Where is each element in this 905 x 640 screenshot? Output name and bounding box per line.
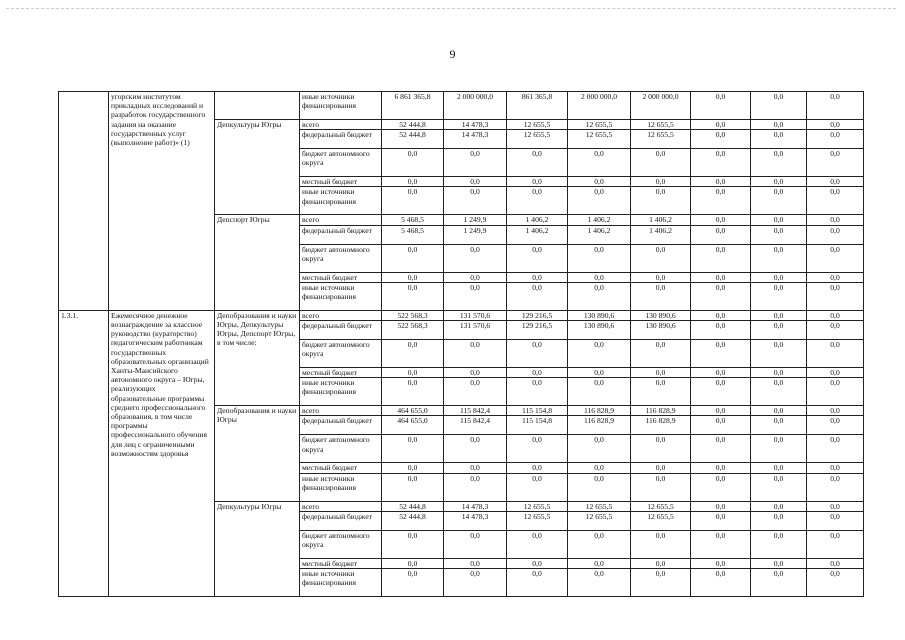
- funding-source: бюджет автономного округа: [300, 340, 382, 368]
- amount-cell: 0,0: [444, 149, 507, 177]
- funding-source: иные источники финансирования: [300, 282, 382, 310]
- funding-source: всего: [300, 501, 382, 511]
- amount-cell: 0,0: [382, 463, 444, 473]
- amount-cell: 0,0: [751, 92, 807, 120]
- amount-cell: 0,0: [444, 368, 507, 378]
- amount-cell: 0,0: [382, 340, 444, 368]
- funding-source: федеральный бюджет: [300, 416, 382, 435]
- amount-cell: 0,0: [631, 530, 691, 558]
- amount-cell: 0,0: [507, 378, 568, 406]
- amount-cell: 0,0: [751, 310, 807, 320]
- amount-cell: 0,0: [807, 244, 864, 272]
- amount-cell: 0,0: [444, 177, 507, 187]
- amount-cell: 1 249,9: [444, 225, 507, 244]
- funding-source: местный бюджет: [300, 463, 382, 473]
- responsible-executor: Депкультуры Югры: [215, 501, 300, 596]
- responsible-executor: Депобразования и науки Югры, Депкультуры Югры, Депспорт Югры, в том числе:: [215, 310, 300, 405]
- amount-cell: 12 655,5: [631, 511, 691, 530]
- amount-cell: 115 842,4: [444, 406, 507, 416]
- amount-cell: 0,0: [691, 511, 751, 530]
- amount-cell: 0,0: [507, 177, 568, 187]
- amount-cell: 0,0: [807, 569, 864, 597]
- amount-cell: 0,0: [751, 272, 807, 282]
- amount-cell: 0,0: [444, 378, 507, 406]
- amount-cell: 12 655,5: [568, 511, 631, 530]
- amount-cell: 0,0: [568, 569, 631, 597]
- funding-source: бюджет автономного округа: [300, 244, 382, 272]
- amount-cell: 1 406,2: [568, 225, 631, 244]
- amount-cell: 0,0: [691, 416, 751, 435]
- amount-cell: 0,0: [444, 530, 507, 558]
- amount-cell: 12 655,5: [568, 130, 631, 149]
- amount-cell: 116 828,9: [631, 416, 691, 435]
- amount-cell: 0,0: [568, 282, 631, 310]
- amount-cell: 0,0: [807, 378, 864, 406]
- amount-cell: 0,0: [751, 340, 807, 368]
- amount-cell: 2 000 000,0: [568, 92, 631, 120]
- funding-source: местный бюджет: [300, 558, 382, 568]
- amount-cell: 0,0: [807, 340, 864, 368]
- funding-source: иные источники финансирования: [300, 92, 382, 120]
- amount-cell: 0,0: [691, 130, 751, 149]
- amount-cell: 522 568,3: [382, 310, 444, 320]
- amount-cell: 0,0: [751, 368, 807, 378]
- amount-cell: 5 468,5: [382, 225, 444, 244]
- amount-cell: 0,0: [691, 187, 751, 215]
- amount-cell: 130 890,6: [568, 321, 631, 340]
- amount-cell: 0,0: [691, 244, 751, 272]
- amount-cell: 0,0: [807, 463, 864, 473]
- amount-cell: 0,0: [631, 378, 691, 406]
- amount-cell: 0,0: [807, 187, 864, 215]
- amount-cell: 0,0: [807, 92, 864, 120]
- amount-cell: 0,0: [382, 378, 444, 406]
- funding-source: иные источники финансирования: [300, 569, 382, 597]
- amount-cell: 0,0: [568, 378, 631, 406]
- amount-cell: 0,0: [751, 511, 807, 530]
- amount-cell: 0,0: [691, 92, 751, 120]
- amount-cell: 0,0: [382, 473, 444, 501]
- amount-cell: 1 249,9: [444, 215, 507, 225]
- amount-cell: 0,0: [382, 368, 444, 378]
- responsible-executor: Депспорт Югры: [215, 215, 300, 310]
- funding-source: всего: [300, 120, 382, 130]
- funding-source: местный бюджет: [300, 368, 382, 378]
- amount-cell: 12 655,5: [631, 120, 691, 130]
- scan-top-edge: [6, 8, 896, 9]
- funding-source: федеральный бюджет: [300, 130, 382, 149]
- amount-cell: 0,0: [507, 149, 568, 177]
- amount-cell: 0,0: [751, 149, 807, 177]
- amount-cell: 1 406,2: [507, 225, 568, 244]
- amount-cell: 0,0: [631, 244, 691, 272]
- amount-cell: 0,0: [631, 177, 691, 187]
- amount-cell: 0,0: [631, 558, 691, 568]
- responsible-executor: Депобразования и науки Югры: [215, 406, 300, 501]
- amount-cell: 6 861 365,8: [382, 92, 444, 120]
- amount-cell: 0,0: [807, 177, 864, 187]
- amount-cell: 0,0: [751, 569, 807, 597]
- amount-cell: 0,0: [751, 501, 807, 511]
- amount-cell: 0,0: [507, 244, 568, 272]
- funding-source: местный бюджет: [300, 177, 382, 187]
- funding-source: бюджет автономного округа: [300, 435, 382, 463]
- amount-cell: 12 655,5: [568, 120, 631, 130]
- amount-cell: 0,0: [807, 149, 864, 177]
- amount-cell: 0,0: [751, 130, 807, 149]
- amount-cell: 0,0: [382, 187, 444, 215]
- item-number: 1.3.1.: [59, 310, 109, 596]
- amount-cell: 0,0: [751, 187, 807, 215]
- amount-cell: 0,0: [444, 558, 507, 568]
- amount-cell: 0,0: [568, 177, 631, 187]
- amount-cell: 0,0: [631, 473, 691, 501]
- amount-cell: 52 444,8: [382, 130, 444, 149]
- amount-cell: 1 406,2: [507, 215, 568, 225]
- amount-cell: 0,0: [691, 368, 751, 378]
- amount-cell: 0,0: [507, 187, 568, 215]
- amount-cell: 0,0: [568, 530, 631, 558]
- amount-cell: 14 478,3: [444, 120, 507, 130]
- amount-cell: 0,0: [691, 321, 751, 340]
- amount-cell: 0,0: [691, 473, 751, 501]
- amount-cell: 2 000 000,0: [631, 92, 691, 120]
- amount-cell: 129 216,5: [507, 310, 568, 320]
- amount-cell: 0,0: [382, 530, 444, 558]
- funding-source: федеральный бюджет: [300, 321, 382, 340]
- amount-cell: 0,0: [807, 225, 864, 244]
- amount-cell: 861 365,8: [507, 92, 568, 120]
- amount-cell: 0,0: [691, 463, 751, 473]
- amount-cell: 0,0: [751, 321, 807, 340]
- amount-cell: 0,0: [568, 244, 631, 272]
- amount-cell: 12 655,5: [507, 130, 568, 149]
- amount-cell: 12 655,5: [507, 511, 568, 530]
- amount-cell: 0,0: [691, 340, 751, 368]
- amount-cell: 0,0: [631, 187, 691, 215]
- amount-cell: 0,0: [751, 416, 807, 435]
- amount-cell: 0,0: [691, 215, 751, 225]
- amount-cell: 0,0: [691, 558, 751, 568]
- amount-cell: 0,0: [751, 435, 807, 463]
- amount-cell: 0,0: [382, 272, 444, 282]
- amount-cell: 115 154,8: [507, 406, 568, 416]
- amount-cell: 116 828,9: [631, 406, 691, 416]
- amount-cell: 464 655,0: [382, 406, 444, 416]
- funding-source: иные источники финансирования: [300, 187, 382, 215]
- amount-cell: 0,0: [568, 473, 631, 501]
- amount-cell: 0,0: [691, 378, 751, 406]
- amount-cell: 0,0: [631, 149, 691, 177]
- amount-cell: 0,0: [751, 558, 807, 568]
- funding-source: местный бюджет: [300, 272, 382, 282]
- amount-cell: 0,0: [691, 569, 751, 597]
- amount-cell: 0,0: [444, 435, 507, 463]
- amount-cell: 131 570,6: [444, 310, 507, 320]
- funding-source: бюджет автономного округа: [300, 149, 382, 177]
- amount-cell: 0,0: [807, 282, 864, 310]
- amount-cell: 0,0: [751, 473, 807, 501]
- amount-cell: 0,0: [507, 340, 568, 368]
- amount-cell: 12 655,5: [631, 501, 691, 511]
- amount-cell: 0,0: [751, 282, 807, 310]
- amount-cell: 0,0: [444, 282, 507, 310]
- amount-cell: 0,0: [691, 225, 751, 244]
- table-row: [59, 92, 864, 120]
- amount-cell: 14 478,3: [444, 501, 507, 511]
- amount-cell: 0,0: [691, 272, 751, 282]
- amount-cell: 52 444,8: [382, 501, 444, 511]
- funding-source: всего: [300, 215, 382, 225]
- amount-cell: 0,0: [631, 272, 691, 282]
- amount-cell: 0,0: [751, 530, 807, 558]
- amount-cell: 12 655,5: [507, 120, 568, 130]
- amount-cell: 0,0: [568, 463, 631, 473]
- amount-cell: 0,0: [807, 130, 864, 149]
- amount-cell: 0,0: [691, 406, 751, 416]
- amount-cell: 52 444,8: [382, 511, 444, 530]
- amount-cell: 0,0: [382, 569, 444, 597]
- amount-cell: 0,0: [444, 340, 507, 368]
- amount-cell: 0,0: [382, 282, 444, 310]
- funding-source: бюджет автономного округа: [300, 530, 382, 558]
- funding-source: всего: [300, 406, 382, 416]
- amount-cell: 131 570,6: [444, 321, 507, 340]
- amount-cell: 0,0: [507, 272, 568, 282]
- amount-cell: 12 655,5: [568, 501, 631, 511]
- amount-cell: 0,0: [382, 244, 444, 272]
- amount-cell: 0,0: [507, 530, 568, 558]
- page-number: 9: [449, 47, 456, 61]
- amount-cell: 52 444,8: [382, 120, 444, 130]
- amount-cell: 0,0: [444, 463, 507, 473]
- amount-cell: 130 890,6: [631, 310, 691, 320]
- amount-cell: 0,0: [631, 463, 691, 473]
- item-description: Ежемесячное денежное вознаграждение за классное руководство (кураторство) педагогическим работникам государственных образовательных организаций Ханты-Мансийского автономного округа – Югры, реализующих образовательные программы среднего профессионального образования, в том числе программы профессионального обучения для лиц с ограниченными возможностям здоровья: [109, 310, 215, 596]
- amount-cell: 0,0: [568, 558, 631, 568]
- amount-cell: 1 406,2: [631, 215, 691, 225]
- amount-cell: 0,0: [507, 558, 568, 568]
- amount-cell: 0,0: [444, 473, 507, 501]
- amount-cell: 0,0: [568, 435, 631, 463]
- amount-cell: 0,0: [807, 435, 864, 463]
- amount-cell: 14 478,3: [444, 130, 507, 149]
- funding-source: иные источники финансирования: [300, 378, 382, 406]
- funding-source: федеральный бюджет: [300, 511, 382, 530]
- amount-cell: 0,0: [507, 473, 568, 501]
- amount-cell: 0,0: [807, 416, 864, 435]
- amount-cell: 116 828,9: [568, 416, 631, 435]
- amount-cell: 464 655,0: [382, 416, 444, 435]
- amount-cell: 0,0: [807, 310, 864, 320]
- item-description: угорским институтом прикладных исследований и разработок государственного задания на оказание государственных услуг (выполнение работ)» (1): [109, 92, 215, 311]
- amount-cell: 0,0: [382, 177, 444, 187]
- amount-cell: 0,0: [807, 406, 864, 416]
- budget-table: [58, 91, 864, 597]
- amount-cell: 0,0: [751, 378, 807, 406]
- amount-cell: 0,0: [691, 435, 751, 463]
- amount-cell: 116 828,9: [568, 406, 631, 416]
- funding-source: всего: [300, 310, 382, 320]
- amount-cell: 0,0: [751, 120, 807, 130]
- table-row: [59, 310, 864, 320]
- amount-cell: 0,0: [444, 244, 507, 272]
- amount-cell: 0,0: [807, 473, 864, 501]
- amount-cell: 0,0: [507, 282, 568, 310]
- amount-cell: 0,0: [691, 310, 751, 320]
- amount-cell: 1 406,2: [631, 225, 691, 244]
- responsible-executor: Депкультуры Югры: [215, 120, 300, 215]
- responsible-executor: [215, 92, 300, 120]
- amount-cell: 0,0: [568, 149, 631, 177]
- amount-cell: 0,0: [568, 368, 631, 378]
- amount-cell: 0,0: [807, 558, 864, 568]
- item-number: [59, 92, 109, 311]
- funding-source: федеральный бюджет: [300, 225, 382, 244]
- amount-cell: 0,0: [807, 501, 864, 511]
- amount-cell: 0,0: [807, 215, 864, 225]
- amount-cell: 0,0: [691, 282, 751, 310]
- amount-cell: 0,0: [382, 435, 444, 463]
- amount-cell: 0,0: [507, 463, 568, 473]
- amount-cell: 0,0: [568, 272, 631, 282]
- funding-source: иные источники финансирования: [300, 473, 382, 501]
- amount-cell: 12 655,5: [631, 130, 691, 149]
- amount-cell: 12 655,5: [507, 501, 568, 511]
- amount-cell: 130 890,6: [631, 321, 691, 340]
- amount-cell: 0,0: [507, 435, 568, 463]
- amount-cell: 0,0: [807, 368, 864, 378]
- amount-cell: 0,0: [444, 569, 507, 597]
- amount-cell: 0,0: [631, 435, 691, 463]
- amount-cell: 0,0: [631, 340, 691, 368]
- amount-cell: 0,0: [807, 530, 864, 558]
- amount-cell: 0,0: [507, 569, 568, 597]
- amount-cell: 0,0: [751, 406, 807, 416]
- amount-cell: 0,0: [691, 177, 751, 187]
- amount-cell: 0,0: [382, 149, 444, 177]
- amount-cell: 0,0: [631, 569, 691, 597]
- amount-cell: 0,0: [807, 120, 864, 130]
- amount-cell: 1 406,2: [568, 215, 631, 225]
- amount-cell: 0,0: [507, 368, 568, 378]
- amount-cell: 0,0: [751, 225, 807, 244]
- amount-cell: 0,0: [631, 368, 691, 378]
- amount-cell: 522 568,3: [382, 321, 444, 340]
- amount-cell: 0,0: [568, 340, 631, 368]
- amount-cell: 14 478,3: [444, 511, 507, 530]
- amount-cell: 0,0: [691, 501, 751, 511]
- amount-cell: 5 468,5: [382, 215, 444, 225]
- amount-cell: 0,0: [691, 149, 751, 177]
- amount-cell: 129 216,5: [507, 321, 568, 340]
- amount-cell: 0,0: [751, 215, 807, 225]
- amount-cell: 0,0: [807, 321, 864, 340]
- amount-cell: 0,0: [444, 272, 507, 282]
- amount-cell: 2 000 000,0: [444, 92, 507, 120]
- amount-cell: 0,0: [807, 272, 864, 282]
- amount-cell: 0,0: [751, 244, 807, 272]
- amount-cell: 0,0: [751, 177, 807, 187]
- amount-cell: 0,0: [751, 463, 807, 473]
- amount-cell: 130 890,6: [568, 310, 631, 320]
- amount-cell: 0,0: [568, 187, 631, 215]
- amount-cell: 115 842,4: [444, 416, 507, 435]
- amount-cell: 0,0: [807, 511, 864, 530]
- amount-cell: 0,0: [382, 558, 444, 568]
- amount-cell: 0,0: [691, 120, 751, 130]
- amount-cell: 0,0: [631, 282, 691, 310]
- amount-cell: 0,0: [691, 530, 751, 558]
- amount-cell: 0,0: [444, 187, 507, 215]
- amount-cell: 115 154,8: [507, 416, 568, 435]
